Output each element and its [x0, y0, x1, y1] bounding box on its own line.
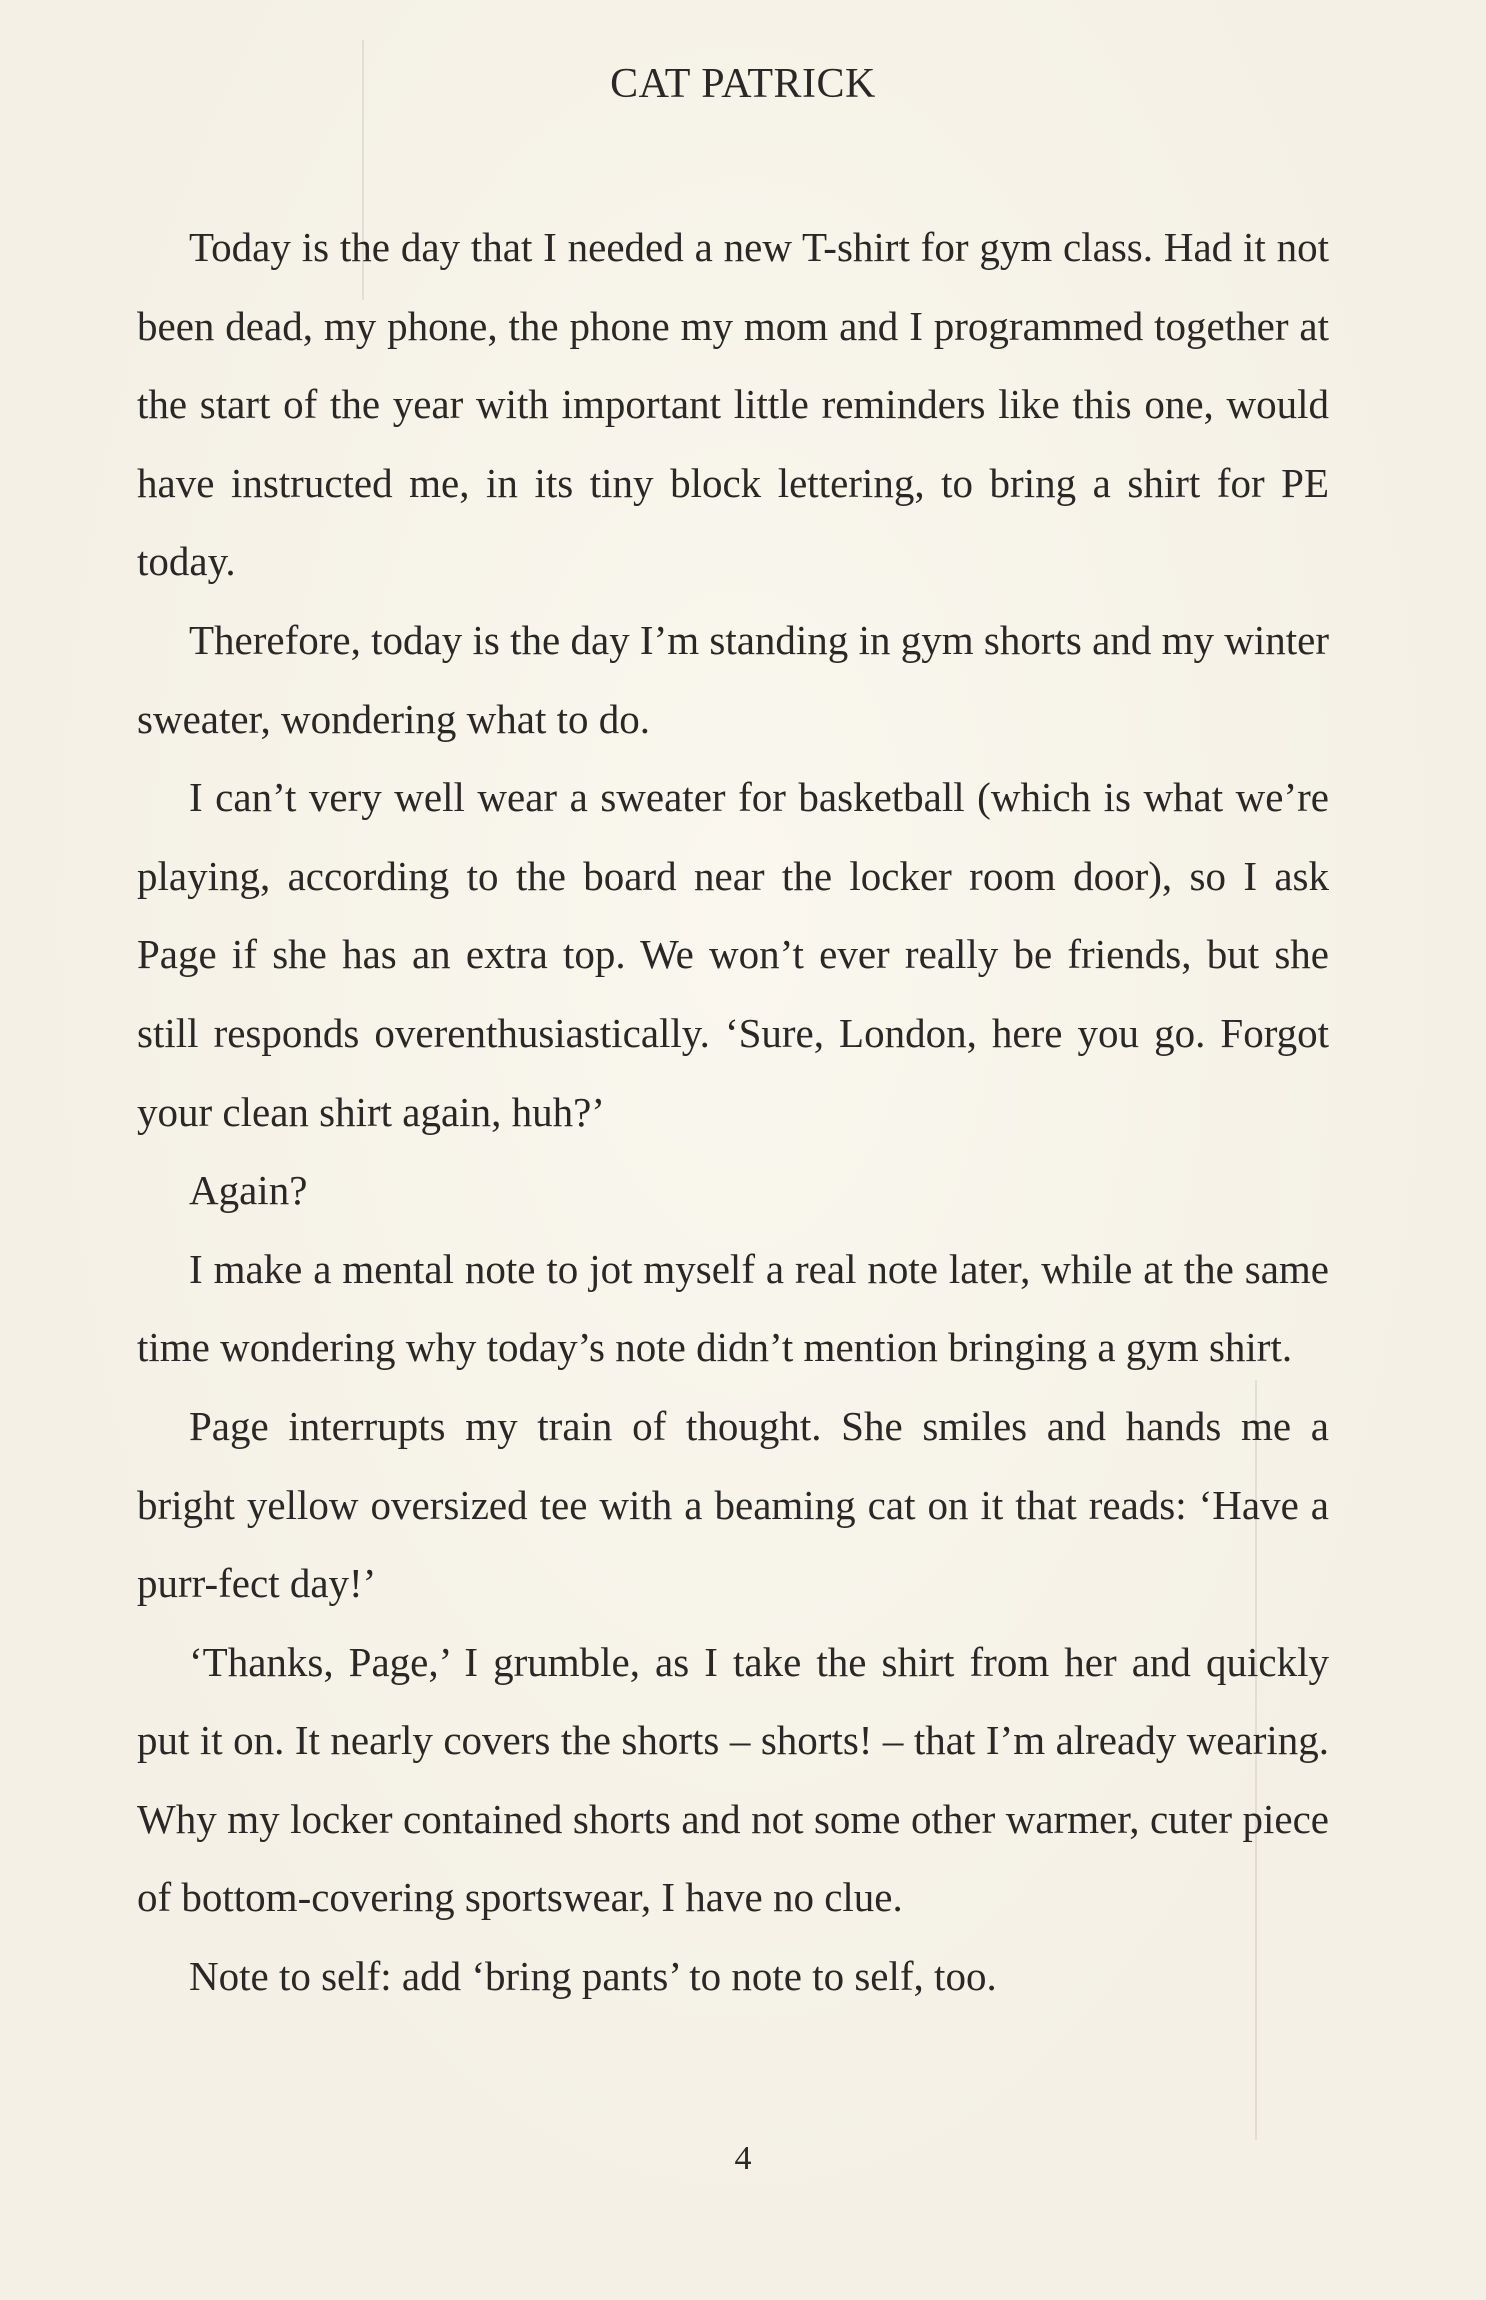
paragraph: I can’t very well wear a sweater for basketball (which is what we’re playing, according to the board near the locker room door), so I ask Page if she has an extra top. We won’t ever really be friends, but she still responds overenthusiastically. ‘Sure, London, here you go. Forgot your clean shirt again, huh?’ — [137, 774, 1329, 1135]
body-text — [137, 208, 1329, 2016]
running-head: CAT PATRICK — [610, 61, 876, 107]
paragraph: I make a mental note to jot myself a real note later, while at the same time wondering why today’s note didn’t mention bringing a gym shirt. — [137, 1245, 1329, 1371]
paragraph: ‘Thanks, Page,’ I grumble, as I take the shirt from her and quickly put it on. It nearly covers the shorts – shorts! – that I’m already wearing. Why my locker contained shorts and not some other warmer, cuter piece of bottom-covering sportswear, I have no clue. — [137, 1638, 1329, 1921]
paragraph: Therefore, today is the day I’m standing in gym shorts and my winter sweater, wondering what to do. — [137, 616, 1329, 742]
paragraph: Again? — [189, 1167, 308, 1214]
paragraph: Note to self: add ‘bring pants’ to note to self, too. — [189, 1953, 997, 2000]
page-number: 4 — [734, 2140, 752, 2177]
paragraph: Page interrupts my train of thought. She smiles and hands me a bright yellow oversized tee with a beaming cat on it that reads: ‘Have a purr-fect day!’ — [137, 1402, 1329, 1607]
paragraph: Today is the day that I needed a new T-shirt for gym class. Had it not been dead, my phone, the phone my mom and I programmed together at the start of the year with important little reminders like this one, would have instructed me, in its tiny block lettering, to bring a shirt for PE today. — [137, 224, 1329, 585]
